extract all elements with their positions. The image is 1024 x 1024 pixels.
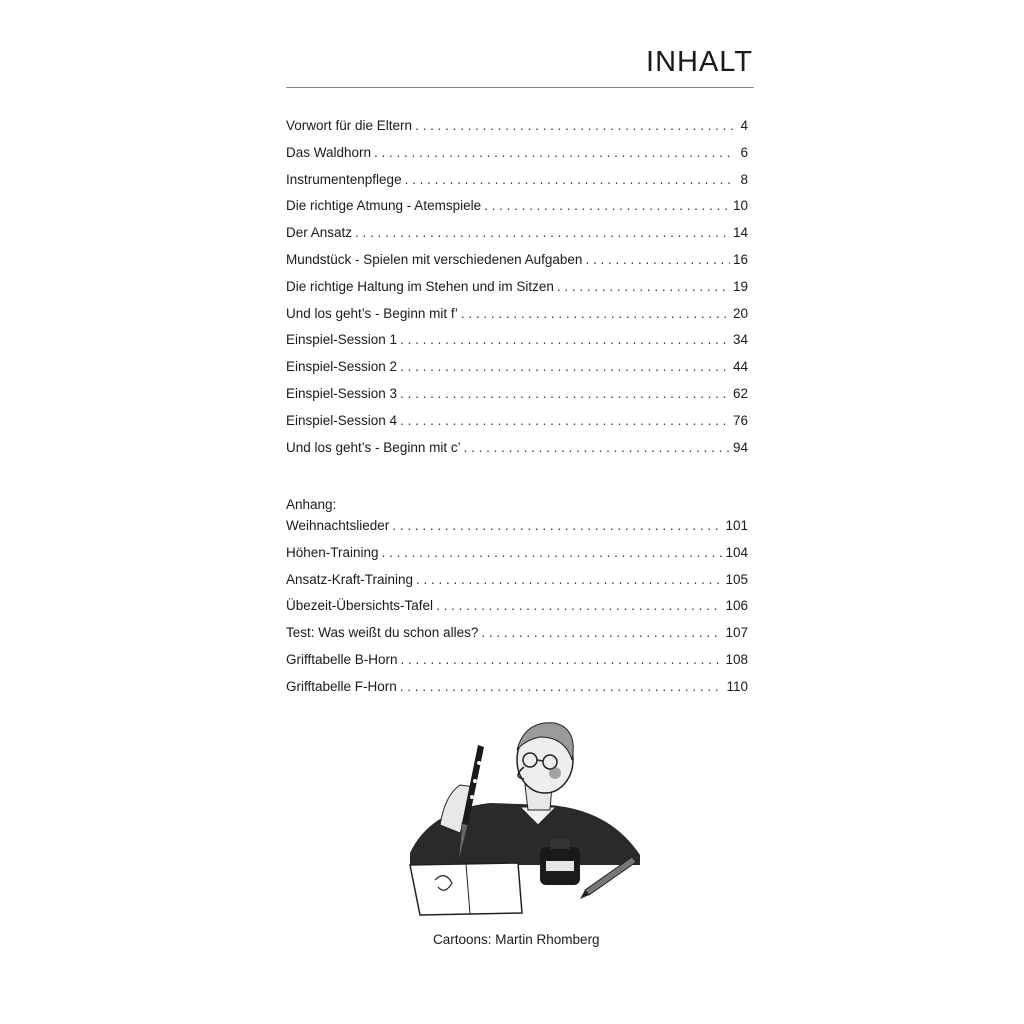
toc-entry (286, 413, 748, 440)
toc-entry-page-number: 20 (732, 305, 748, 321)
toc-entry-title: Weihnachtslieder (286, 518, 390, 533)
page-title: INHALT (646, 46, 753, 78)
toc-entry (286, 386, 748, 413)
toc-entry-title: Übezeit-Übersichts-Tafel (286, 598, 434, 614)
toc-entry-page-number: 105 (725, 571, 748, 587)
toc-leader-dots (400, 413, 730, 428)
toc-entry-title: Test: Was weißt du schon alles? (286, 625, 479, 641)
toc-entry-title: Grifftabelle F-Horn (286, 678, 397, 694)
toc-entry-title: Einspiel-Session 1 (286, 332, 398, 348)
toc-entry (286, 172, 748, 199)
toc-entry (286, 145, 748, 172)
appendix-heading: Anhang: (286, 497, 337, 512)
toc-entry (286, 118, 748, 145)
toc-leader-dots (400, 332, 730, 347)
toc-entry-page-number: 14 (732, 225, 748, 241)
toc-leader-dots (416, 572, 722, 587)
toc-entry-title: Einspiel-Session 3 (286, 385, 398, 401)
cartoon-illustration (400, 715, 650, 920)
toc-entry-title: Einspiel-Session 4 (286, 412, 398, 428)
toc-entry-title: Vorwort für die Eltern (286, 118, 413, 133)
toc-leader-dots (382, 545, 723, 560)
toc-entry-title: Und los geht’s - Beginn mit f’ (286, 305, 458, 321)
toc-entry-title: Mundstück - Spielen mit verschiedenen Aufgaben (286, 251, 583, 267)
toc-entry (286, 679, 748, 706)
toc-entry-page-number: 4 (740, 118, 748, 133)
toc-entry (286, 225, 748, 252)
toc-entry (286, 252, 748, 279)
toc-leader-dots (481, 625, 722, 640)
toc-entry-page-number: 101 (725, 518, 748, 533)
toc-entry-title: Instrumentenpflege (286, 171, 402, 187)
toc-entry-page-number: 19 (732, 278, 748, 294)
toc-entry (286, 598, 748, 625)
toc-entry-page-number: 16 (732, 251, 748, 267)
toc-entry (286, 306, 748, 333)
toc-entry (286, 625, 748, 652)
toc-entry-title: Grifftabelle B-Horn (286, 651, 398, 667)
toc-leader-dots (392, 518, 722, 533)
toc-entry-title: Die richtige Atmung - Atemspiele (286, 198, 482, 214)
toc-entry-title: Das Waldhorn (286, 144, 372, 160)
toc-leader-dots (401, 652, 723, 667)
toc-entry-page-number: 62 (732, 385, 748, 401)
toc-entry (286, 332, 748, 359)
toc-entry-page-number: 110 (726, 678, 748, 694)
toc-entry (286, 279, 748, 306)
toc-entry-title: Einspiel-Session 2 (286, 359, 398, 375)
toc-entry-title: Der Ansatz (286, 225, 353, 241)
toc-entry-page-number: 76 (732, 412, 748, 428)
cartoon-credit: Cartoons: Martin Rhomberg (433, 932, 600, 947)
toc-leader-dots (484, 198, 730, 213)
toc-leader-dots (355, 225, 730, 240)
toc-entry-title: Höhen-Training (286, 544, 379, 560)
toc-leader-dots (400, 386, 730, 401)
toc-leader-dots (585, 252, 730, 267)
toc-entry-page-number: 108 (725, 651, 748, 667)
toc-leader-dots (557, 279, 730, 294)
toc-entry-page-number: 44 (732, 359, 748, 375)
toc-leader-dots (461, 306, 730, 321)
toc-entry-page-number: 34 (732, 332, 748, 348)
title-divider (286, 87, 754, 88)
toc-entry-page-number: 8 (740, 171, 748, 187)
toc-entry (286, 545, 748, 572)
toc-leader-dots (464, 440, 730, 455)
toc-entry-page-number: 10 (732, 198, 748, 214)
toc-entry-page-number: 107 (725, 625, 748, 641)
toc-appendix-list (286, 518, 748, 706)
toc-leader-dots (436, 598, 722, 613)
toc-main-list (286, 118, 748, 466)
toc-entry (286, 572, 748, 599)
toc-leader-dots (400, 679, 724, 694)
toc-entry (286, 440, 748, 467)
toc-entry (286, 198, 748, 225)
toc-entry-title: Und los geht’s - Beginn mit c’ (286, 439, 461, 455)
toc-leader-dots (374, 145, 735, 160)
toc-leader-dots (415, 118, 735, 133)
toc-entry (286, 359, 748, 386)
toc-entry-title: Ansatz-Kraft-Training (286, 571, 414, 587)
toc-entry (286, 652, 748, 679)
toc-entry (286, 518, 748, 545)
toc-entry-page-number: 94 (732, 439, 748, 455)
toc-leader-dots (400, 359, 730, 374)
toc-leader-dots (405, 172, 735, 187)
toc-entry-page-number: 6 (740, 144, 748, 160)
toc-entry-page-number: 106 (725, 598, 748, 614)
toc-entry-title: Die richtige Haltung im Stehen und im Sitzen (286, 278, 554, 294)
toc-entry-page-number: 104 (725, 544, 748, 560)
